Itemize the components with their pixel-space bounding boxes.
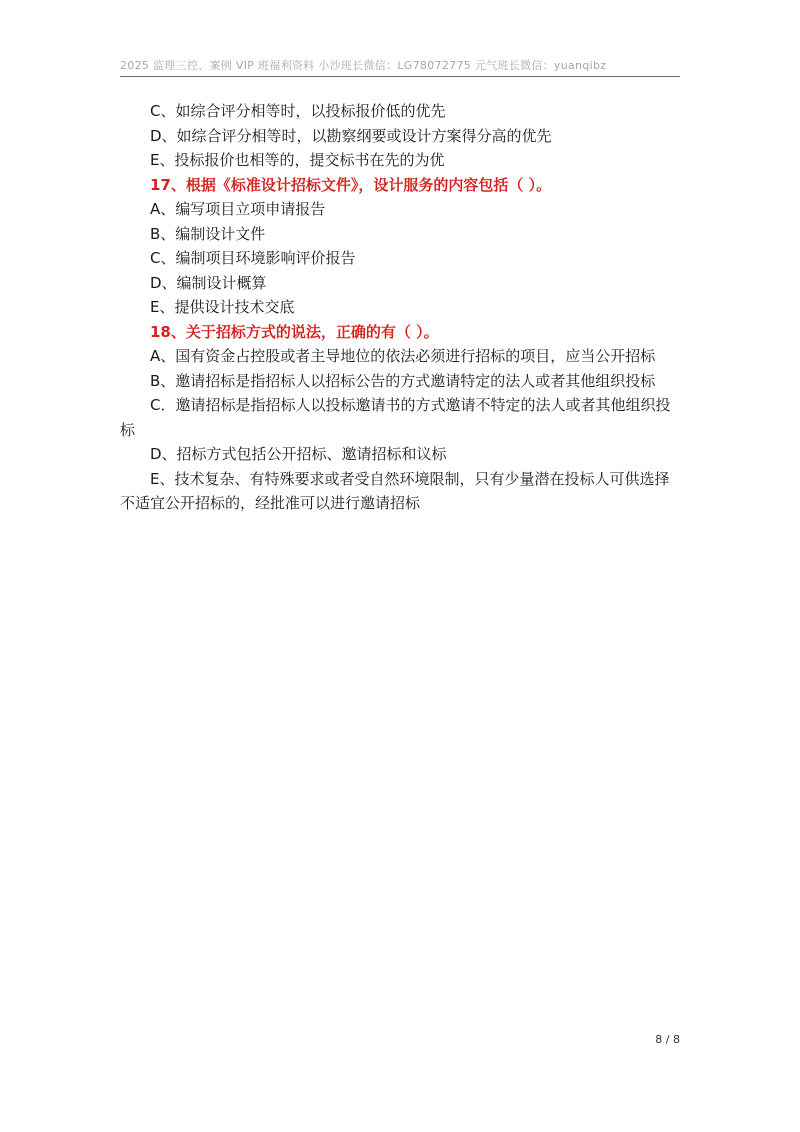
document-body: [120, 99, 680, 516]
option-c-q18: C．邀请招标是指招标人以投标邀请书的方式邀请不特定的法人或者其他组织投标: [120, 396, 671, 439]
option-e-q17: E、提供设计技术交底: [150, 298, 295, 316]
option-a-q17: A、编写项目立项申请报告: [150, 200, 326, 218]
page-header: 2025 监理三控、案例 VIP 班福利资料 小沙班长微信：LG78072775 元气班长微信：yuanqibz: [120, 59, 607, 72]
header-divider: [120, 76, 680, 77]
option-d-q17: D、编制设计概算: [150, 273, 267, 292]
option-e-q18: E、技术复杂、有特殊要求或者受自然环境限制，只有少量潜在投标人可供选择不适宜公开招标的，经批准可以进行邀请招标: [120, 469, 670, 512]
question-17: 17、根据《标准设计招标文件》，设计服务的内容包括（ ）。: [150, 175, 552, 194]
option-d-q16: D、如综合评分相等时，以勘察纲要或设计方案得分高的优先: [150, 126, 552, 145]
option-d-q18: D、招标方式包括公开招标、邀请招标和议标: [150, 445, 447, 463]
question-18: 18、关于招标方式的说法，正确的有（ ）。: [150, 322, 439, 341]
option-c-q17: C、编制项目环境影响评价报告: [150, 249, 356, 267]
option-b-q18: B、邀请招标是指招标人以招标公告的方式邀请特定的法人或者其他组织投标: [150, 371, 656, 390]
option-a-q18: A、国有资金占控股或者主导地位的依法必须进行招标的项目，应当公开招标: [150, 347, 656, 365]
option-e-q16: E、投标报价也相等的，提交标书在先的为优: [150, 151, 445, 169]
option-c-q16: C、如综合评分相等时，以投标报价低的优先: [150, 102, 446, 120]
page-number: 8 / 8: [655, 1033, 680, 1046]
option-b-q17: B、编制设计文件: [150, 224, 266, 243]
